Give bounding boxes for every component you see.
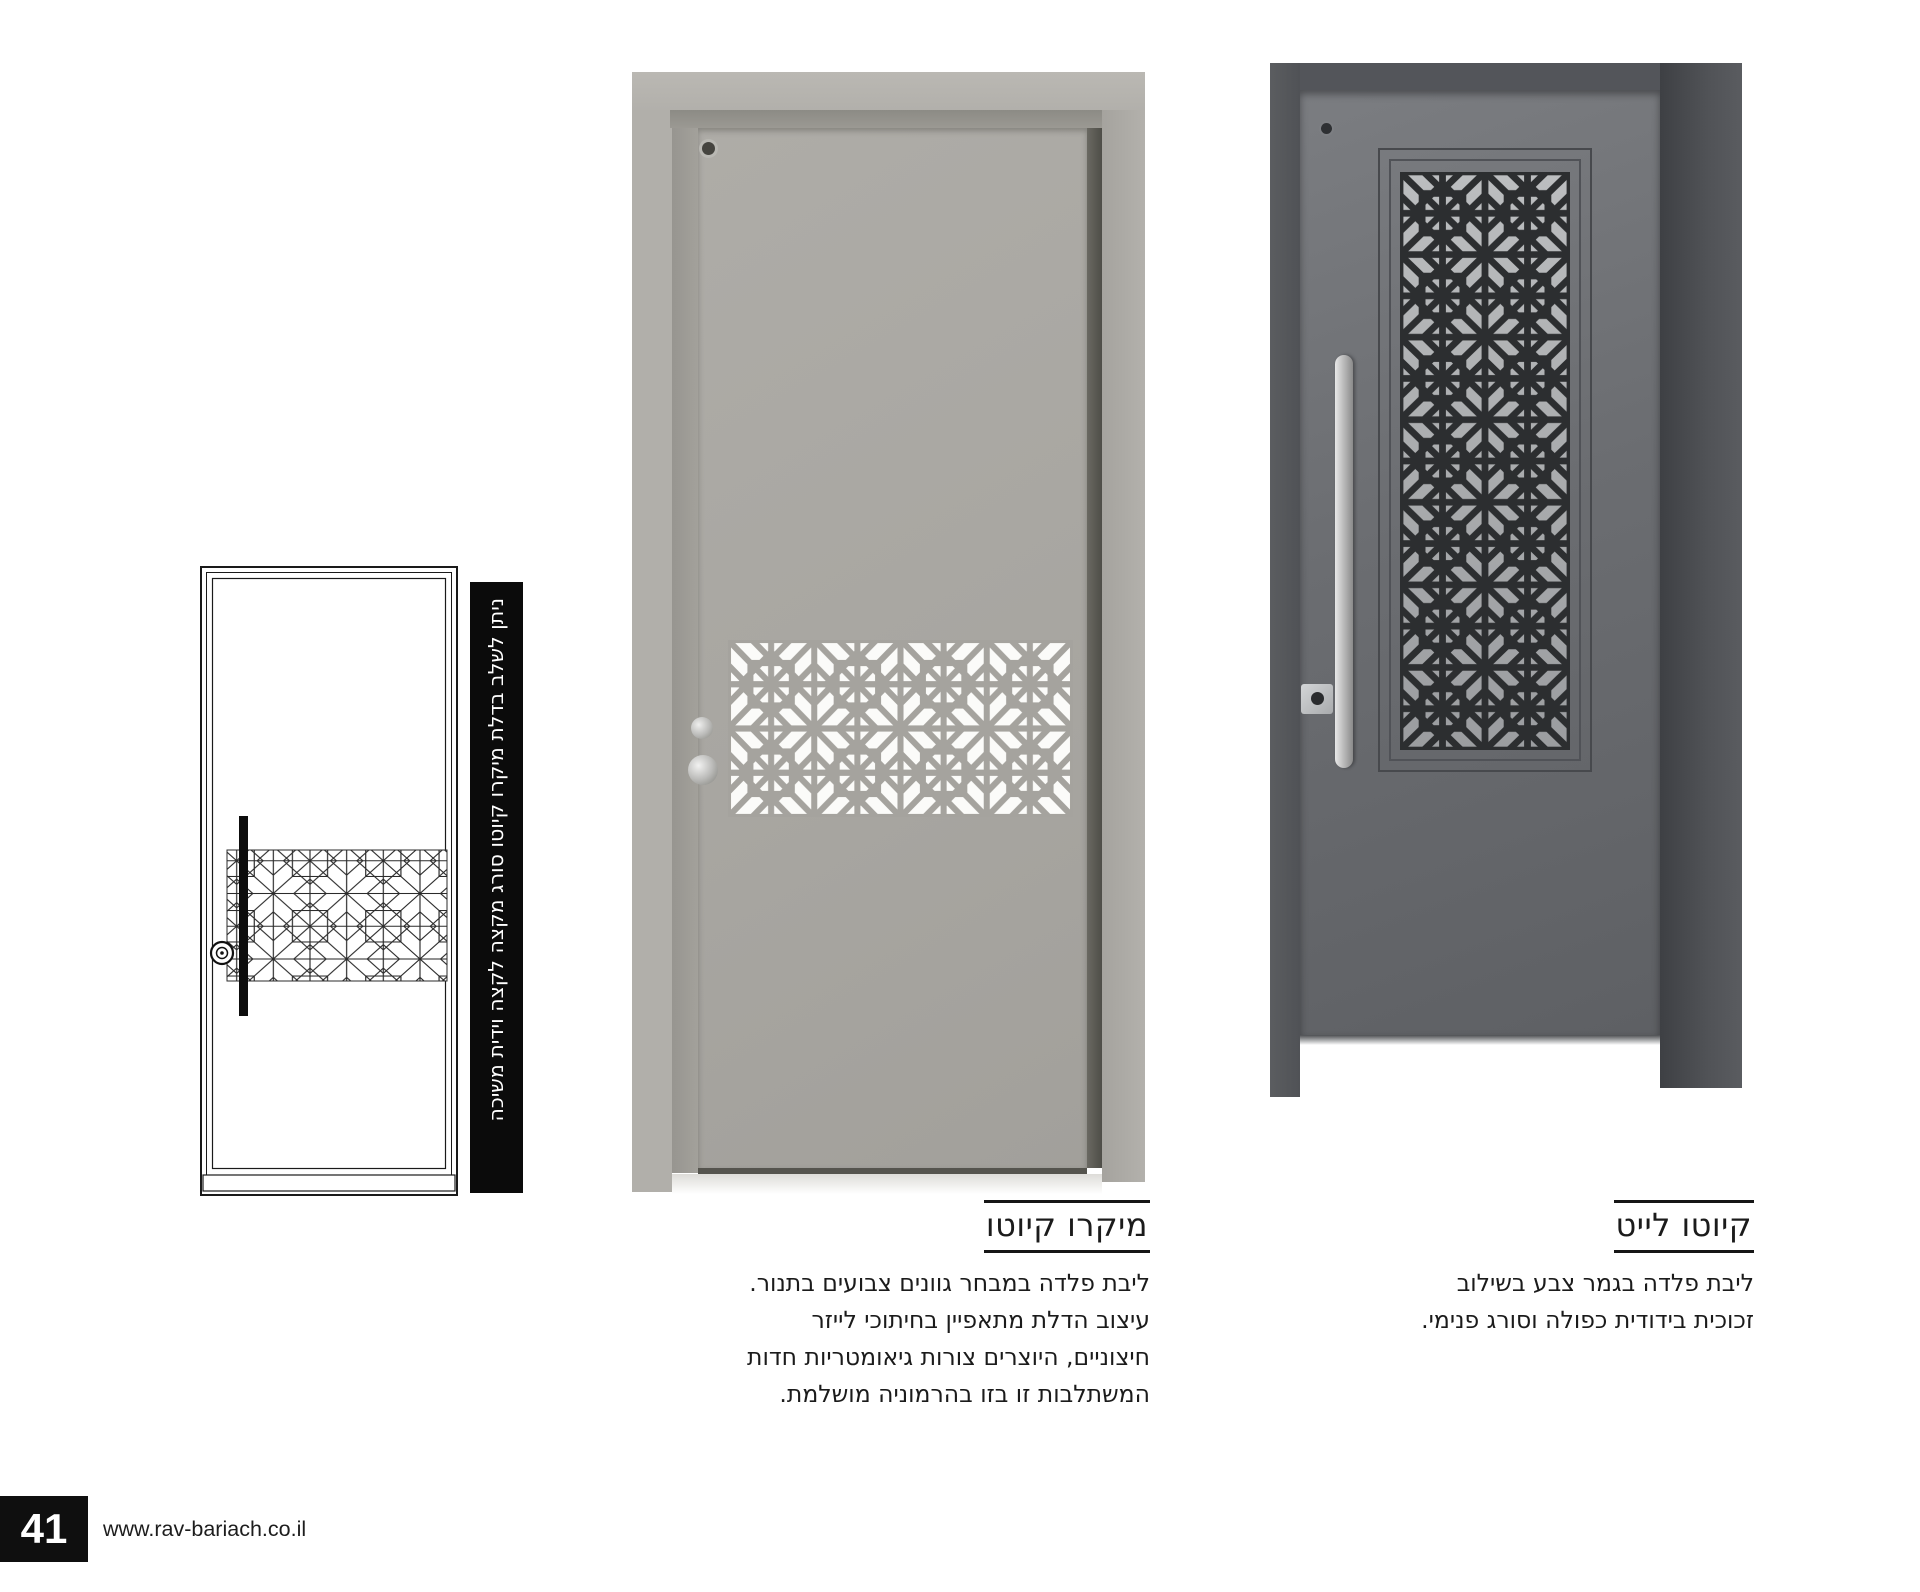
floor-shadow — [1300, 1035, 1660, 1045]
description-line: זכוכית בידודית כפולה וסורג פנימי. — [1421, 1306, 1754, 1334]
page-number-box — [0, 1496, 88, 1562]
description-line: ליבת פלדה בגמר צבע בשילוב — [1456, 1269, 1754, 1297]
lintel-shadow — [670, 110, 1102, 128]
glass-grille-panel — [1400, 172, 1570, 750]
description-line: חיצוניים, היוצרים צורות גיאומטריות חדות — [747, 1343, 1150, 1371]
description-line: ליבת פלדה במבחר גוונים צבועים בתנור. — [749, 1269, 1150, 1297]
door-frame-lintel — [632, 72, 1145, 110]
drawing-pattern-band — [227, 850, 447, 981]
door-frame-right-reveal — [1660, 63, 1742, 1088]
keyhole-icon — [1311, 692, 1324, 705]
door-frame-left — [1270, 63, 1300, 1097]
drawing-keyhole-icon — [211, 942, 233, 964]
peephole-icon — [1321, 123, 1332, 134]
door-frame-left — [632, 110, 672, 1192]
description-line: עיצוב הדלת מתאפיין בחיתוכי לייזר — [811, 1306, 1150, 1334]
peephole-icon — [702, 142, 715, 155]
side-note-text: ניתן לשלב בדלת מיקרו קיוטו סורג מקצה לקצה וידית משיכה — [484, 598, 508, 1122]
lock-cylinder — [688, 755, 718, 785]
side-note-strip — [470, 582, 523, 1193]
page-number: 41 — [20, 1505, 68, 1552]
drawing-pull-handle — [239, 816, 248, 1016]
micro-kyoto-door-photo — [632, 72, 1145, 1194]
floor-shadow — [672, 1174, 1102, 1194]
door-rebate-shadow — [1087, 128, 1102, 1168]
product-block-kyoto-light — [1134, 1200, 1754, 1339]
door-frame-right — [1102, 110, 1145, 1182]
drawing-threshold — [203, 1175, 455, 1191]
product-title-micro-kyoto: מיקרו קיוטו — [984, 1200, 1150, 1253]
kyoto-light-door-photo — [1270, 63, 1742, 1097]
laser-cut-pattern-band — [728, 640, 1073, 817]
website-url: www.rav-bariach.co.il — [103, 1517, 307, 1541]
thumb-turn-knob — [691, 717, 713, 739]
door-frame-reveal — [672, 110, 698, 1173]
product-description — [530, 1265, 1150, 1413]
product-block-micro-kyoto — [530, 1200, 1150, 1413]
description-line: המשתלבות זו בזו בהרמוניה מושלמת. — [779, 1380, 1150, 1408]
product-description — [1134, 1265, 1754, 1339]
product-title-kyoto-light: קיוטו לייט — [1614, 1200, 1754, 1253]
door-technical-drawing — [200, 566, 458, 1196]
pull-handle-bar — [1335, 355, 1353, 768]
